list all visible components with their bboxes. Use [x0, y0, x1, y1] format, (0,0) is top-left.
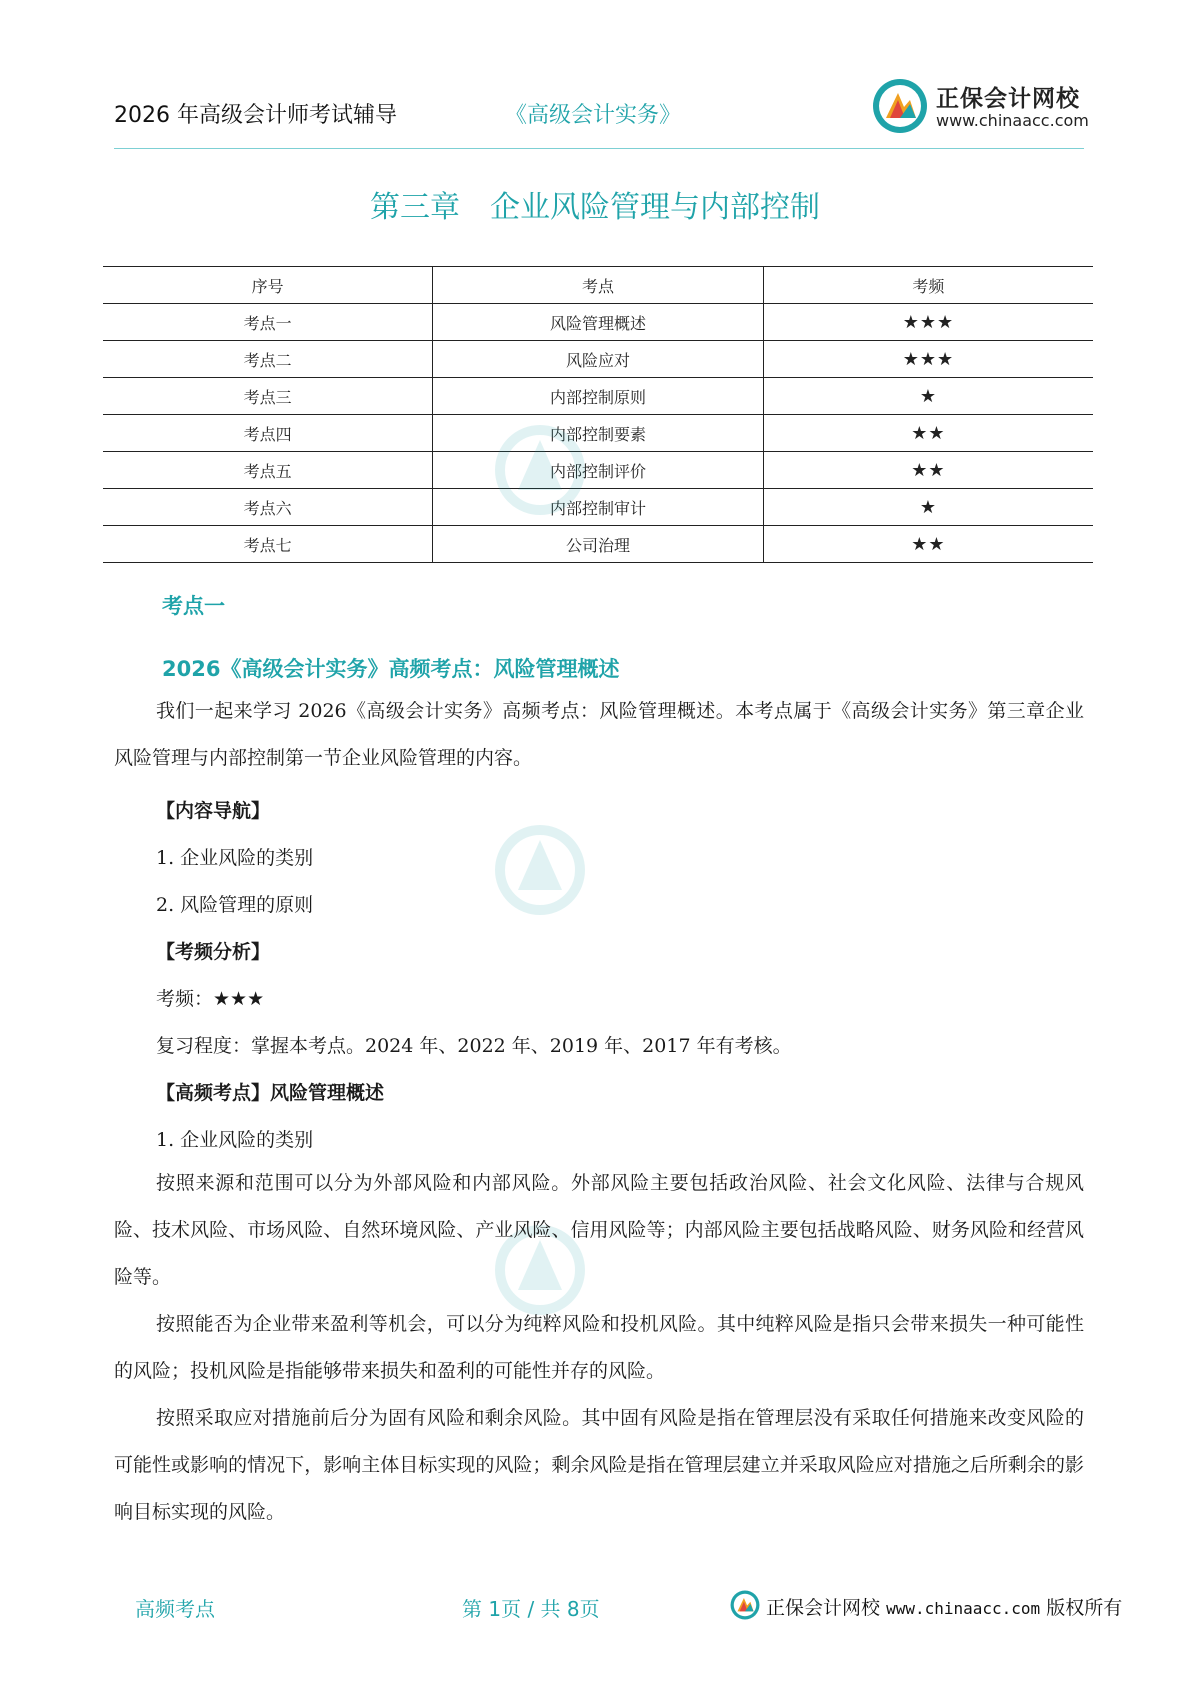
- page-indicator: 第 1页 / 共 8页: [462, 1597, 600, 1621]
- row-topic: 内部控制评价: [433, 452, 764, 489]
- table-row: [103, 415, 1093, 452]
- column-header-frequency: 考频: [763, 267, 1093, 304]
- header-brand-name: 正保会计网校: [936, 86, 1080, 112]
- frequency-line: [156, 984, 264, 1011]
- key-point-heading: 【高频考点】风险管理概述: [156, 1082, 385, 1104]
- row-frequency: ★★: [763, 452, 1093, 489]
- table-row: [103, 452, 1093, 489]
- key-point-subheading: 1. 企业风险的类别: [156, 1129, 314, 1151]
- column-header-number: 序号: [103, 267, 433, 304]
- topics-table: [103, 266, 1093, 563]
- row-frequency: ★★★: [763, 341, 1093, 378]
- table-row: [103, 489, 1093, 526]
- row-topic: 内部控制原则: [433, 378, 764, 415]
- frequency-label: 考频：: [156, 988, 214, 1010]
- footer-url: www.chinaacc.com: [886, 1599, 1041, 1618]
- footer-rights: 版权所有: [1046, 1597, 1123, 1619]
- row-number: 考点四: [103, 415, 433, 452]
- frequency-heading: 【考频分析】: [156, 941, 271, 963]
- row-number: 考点七: [103, 526, 433, 563]
- row-number: 考点二: [103, 341, 433, 378]
- table-row: [103, 341, 1093, 378]
- body-paragraph: 按照来源和范围可以分为外部风险和内部风险。外部风险主要包括政治风险、社会文化风险、法律与合规风险、技术风险、市场风险、自然环境风险、产业风险、信用风险等；内部风险主要包括战略风险、财务风险和经营风险等。: [114, 1172, 1084, 1288]
- footer-logo-icon: [730, 1590, 760, 1620]
- footer-brand-name: 正保会计网校: [766, 1597, 881, 1619]
- table-row: [103, 304, 1093, 341]
- section-label: 考点一: [162, 594, 225, 618]
- table-row: [103, 526, 1093, 563]
- brand-logo-icon: [872, 78, 928, 134]
- header-logo: [872, 76, 1092, 136]
- row-topic: 内部控制要素: [433, 415, 764, 452]
- row-frequency: ★★: [763, 415, 1093, 452]
- row-number: 考点三: [103, 378, 433, 415]
- header-doc-title: 2026 年高级会计师考试辅导: [114, 103, 397, 128]
- row-number: 考点五: [103, 452, 433, 489]
- nav-item: 1. 企业风险的类别: [156, 847, 314, 869]
- body-paragraph: 按照能否为企业带来盈利等机会，可以分为纯粹风险和投机风险。其中纯粹风险是指只会带来损失一种可能性的风险；投机风险是指能够带来损失和盈利的可能性并存的风险。: [114, 1313, 1084, 1382]
- column-header-topic: 考点: [433, 267, 764, 304]
- row-topic: 内部控制审计: [433, 489, 764, 526]
- body-paragraph: 按照采取应对措施前后分为固有风险和剩余风险。其中固有风险是指在管理层没有采取任何措施来改变风险的可能性或影响的情况下，影响主体目标实现的风险；剩余风险是指在管理层建立并采取风险应对措施之后所剩余的影响目标实现的风险。: [114, 1407, 1084, 1523]
- nav-heading: 【内容导航】: [156, 800, 271, 822]
- table-row: [103, 378, 1093, 415]
- row-number: 考点六: [103, 489, 433, 526]
- intro-paragraph: 我们一起来学习 2026《高级会计实务》高频考点：风险管理概述。本考点属于《高级会计实务》第三章企业风险管理与内部控制第一节企业风险管理的内容。: [114, 700, 1084, 769]
- header-book-title: 《高级会计实务》: [505, 103, 682, 128]
- row-topic: 风险应对: [433, 341, 764, 378]
- row-number: 考点一: [103, 304, 433, 341]
- footer-label: 高频考点: [135, 1597, 215, 1621]
- row-frequency: ★★★: [763, 304, 1093, 341]
- section-title: 2026《高级会计实务》高频考点：风险管理概述: [162, 657, 620, 681]
- nav-item: 2. 风险管理的原则: [156, 894, 314, 916]
- row-frequency: ★: [763, 489, 1093, 526]
- footer-brand: [730, 1590, 1123, 1620]
- row-topic: 公司治理: [433, 526, 764, 563]
- chapter-title: 第三章 企业风险管理与内部控制: [370, 190, 820, 225]
- header-brand-url: www.chinaacc.com: [936, 111, 1089, 130]
- row-frequency: ★★: [763, 526, 1093, 563]
- row-topic: 风险管理概述: [433, 304, 764, 341]
- review-level: 复习程度：掌握本考点。2024 年、2022 年、2019 年、2017 年有考核。: [156, 1035, 792, 1057]
- header-divider: [114, 148, 1084, 149]
- row-frequency: ★: [763, 378, 1093, 415]
- frequency-stars: ★★★: [213, 988, 265, 1010]
- table-header-row: [103, 267, 1093, 304]
